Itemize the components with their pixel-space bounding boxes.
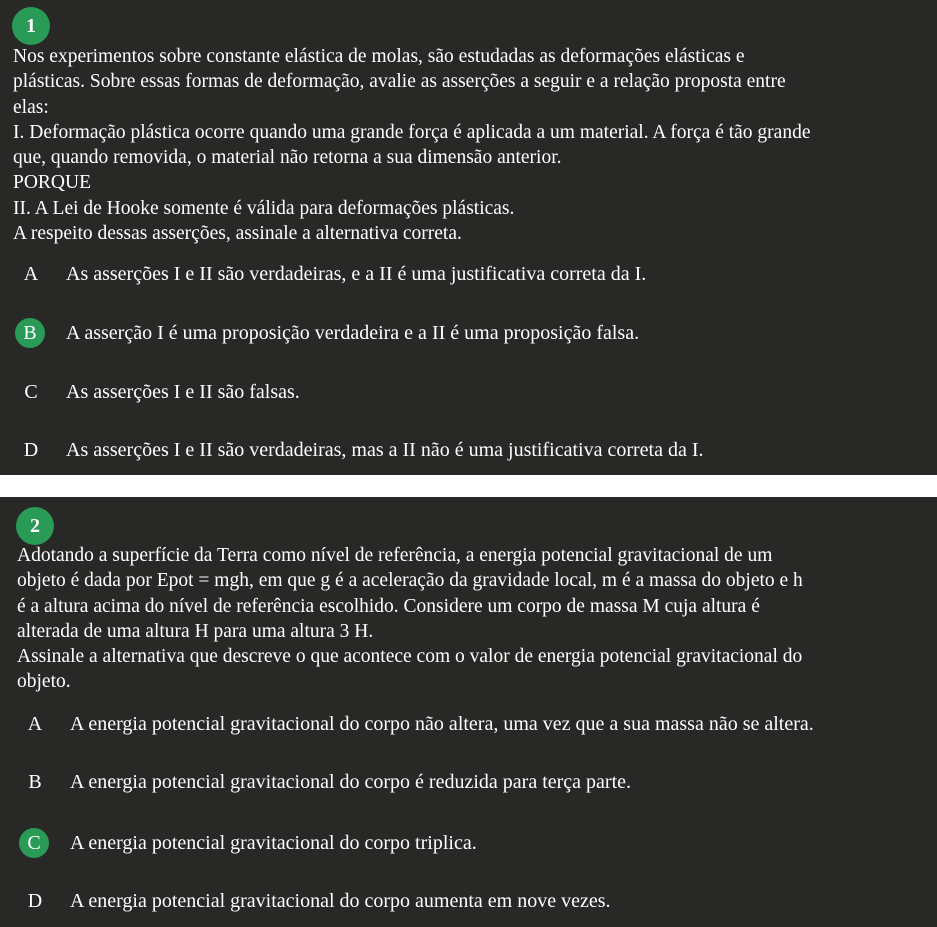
answer-option-d[interactable] xyxy=(0,886,937,916)
answer-option-c[interactable] xyxy=(0,377,937,407)
option-text: A energia potencial gravitacional do corpo aumenta em nove vezes. xyxy=(70,890,611,912)
question-number-badge: 1 xyxy=(12,7,50,45)
question-stem xyxy=(17,543,803,695)
stem-line: Assinale a alternativa que descreve o que acontece com o valor de energia potencial gravitacional do xyxy=(17,646,803,668)
stem-line: Adotando a superfície da Terra como nível de referência, a energia potencial gravitacional de um xyxy=(17,545,773,566)
option-text: As asserções I e II são verdadeiras, e a II é uma justificativa correta da I. xyxy=(66,263,647,285)
option-letter: C xyxy=(24,380,38,403)
stem-line: A respeito dessas asserções, assinale a alternativa correta. xyxy=(13,223,462,245)
option-letter: A xyxy=(23,262,39,285)
stem-line: II. A Lei de Hooke somente é válida para deformações plásticas. xyxy=(13,197,515,219)
stem-line: objeto é dada por Epot = mgh, em que g é a aceleração da gravidade local, m é a massa do objeto e h xyxy=(17,570,803,592)
answer-option-c[interactable] xyxy=(0,828,937,858)
stem-line: elas: xyxy=(13,96,49,118)
option-letter-selected: C xyxy=(19,828,49,858)
stem-line: I. Deformação plástica ocorre quando uma grande força é aplicada a um material. A força é tão grande xyxy=(13,121,811,143)
question-number-badge: 2 xyxy=(16,507,54,545)
stem-line: que, quando removida, o material não retorna a sua dimensão anterior. xyxy=(13,147,562,169)
stem-line: Nos experimentos sobre constante elástica de molas, são estudadas as deformações elásticas e xyxy=(13,46,745,67)
option-letter: A xyxy=(27,712,43,735)
option-letter-selected: B xyxy=(15,318,45,348)
option-text: As asserções I e II são verdadeiras, mas a II não é uma justificativa correta da I. xyxy=(66,439,704,461)
stem-line: alterada de uma altura H para uma altura 3 H. xyxy=(17,620,374,642)
option-letter: D xyxy=(23,438,39,461)
option-text: A energia potencial gravitacional do corpo triplica. xyxy=(70,832,477,854)
answer-option-a[interactable] xyxy=(0,709,937,739)
stem-line: é a altura acima do nível de referência escolhido. Considere um corpo de massa M cuja altura é xyxy=(17,595,760,617)
stem-line: PORQUE xyxy=(13,172,92,194)
option-text: As asserções I e II são falsas. xyxy=(66,381,300,403)
stem-line: plásticas. Sobre essas formas de deformação, avalie as asserções a seguir e a relação proposta entre xyxy=(13,71,786,93)
stem-line: objeto. xyxy=(17,671,71,693)
option-text: A energia potencial gravitacional do corpo não altera, uma vez que a sua massa não se altera. xyxy=(70,713,814,735)
answer-option-b[interactable] xyxy=(0,318,937,348)
answer-option-a[interactable] xyxy=(0,259,937,289)
question-2-card xyxy=(0,497,937,927)
answer-option-b[interactable] xyxy=(0,767,937,797)
answer-option-d[interactable] xyxy=(0,435,937,465)
option-text: A asserção I é uma proposição verdadeira e a II é uma proposição falsa. xyxy=(66,322,640,344)
option-letter: B xyxy=(28,770,42,793)
option-letter: D xyxy=(27,889,43,912)
question-stem xyxy=(13,44,810,246)
option-text: A energia potencial gravitacional do corpo é reduzida para terça parte. xyxy=(70,771,632,793)
